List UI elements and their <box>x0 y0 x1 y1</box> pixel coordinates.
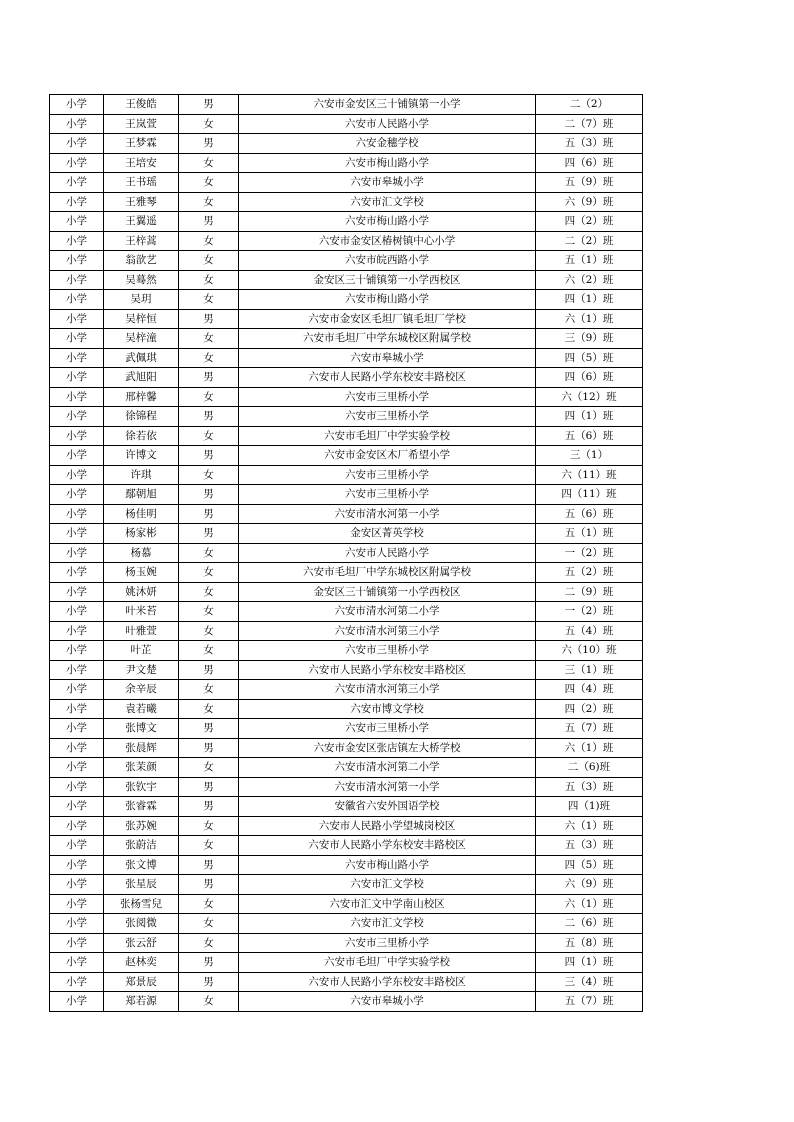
name-cell: 吴梓恒 <box>104 309 179 329</box>
table-row <box>50 914 643 934</box>
name-cell: 尹文楚 <box>104 660 179 680</box>
school-cell: 六安市汇文学校 <box>239 192 536 212</box>
table-row <box>50 933 643 953</box>
table-row <box>50 563 643 583</box>
gender-cell: 女 <box>179 758 239 778</box>
class-cell: 六（9）班 <box>536 192 643 212</box>
gender-cell: 女 <box>179 270 239 290</box>
school-cell: 六安市汇文学校 <box>239 875 536 895</box>
level-cell: 小学 <box>50 153 104 173</box>
gender-cell: 男 <box>179 446 239 466</box>
gender-cell: 女 <box>179 836 239 856</box>
class-cell: 四（1）班 <box>536 953 643 973</box>
school-cell: 六安市清水河第二小学 <box>239 602 536 622</box>
name-cell: 许博文 <box>104 446 179 466</box>
class-cell: 二（6）班 <box>536 914 643 934</box>
gender-cell: 女 <box>179 582 239 602</box>
name-cell: 袁若曦 <box>104 699 179 719</box>
school-cell: 六安市三里桥小学 <box>239 933 536 953</box>
gender-cell: 男 <box>179 407 239 427</box>
class-cell: 四（1）班 <box>536 290 643 310</box>
table-row <box>50 95 643 115</box>
school-cell: 六安市皖西路小学 <box>239 251 536 271</box>
level-cell: 小学 <box>50 290 104 310</box>
level-cell: 小学 <box>50 251 104 271</box>
gender-cell: 男 <box>179 212 239 232</box>
class-cell: 四（6）班 <box>536 153 643 173</box>
table-row <box>50 465 643 485</box>
level-cell: 小学 <box>50 368 104 388</box>
name-cell: 吴梓潼 <box>104 329 179 349</box>
class-cell: 五（3）班 <box>536 134 643 154</box>
level-cell: 小学 <box>50 933 104 953</box>
gender-cell: 男 <box>179 875 239 895</box>
school-cell: 六安市三里桥小学 <box>239 485 536 505</box>
level-cell: 小学 <box>50 621 104 641</box>
table-row <box>50 602 643 622</box>
school-cell: 六安市皋城小学 <box>239 992 536 1012</box>
class-cell: 二（6)班 <box>536 758 643 778</box>
class-cell: 六（2）班 <box>536 270 643 290</box>
name-cell: 王岚萱 <box>104 114 179 134</box>
school-cell: 六安市梅山路小学 <box>239 855 536 875</box>
gender-cell: 女 <box>179 914 239 934</box>
table-row <box>50 485 643 505</box>
table-row <box>50 855 643 875</box>
table-row <box>50 290 643 310</box>
class-cell: 六（10）班 <box>536 641 643 661</box>
class-cell: 一（2）班 <box>536 543 643 563</box>
table-row <box>50 231 643 251</box>
name-cell: 王书瑶 <box>104 173 179 193</box>
school-cell: 六安市人民路小学 <box>239 114 536 134</box>
level-cell: 小学 <box>50 816 104 836</box>
school-cell: 六安市人民路小学东校安丰路校区 <box>239 660 536 680</box>
table-row <box>50 660 643 680</box>
class-cell: 一（2）班 <box>536 602 643 622</box>
school-cell: 六安市汇文中学南山校区 <box>239 894 536 914</box>
table-row <box>50 251 643 271</box>
class-cell: 五（3）班 <box>536 836 643 856</box>
gender-cell: 男 <box>179 485 239 505</box>
name-cell: 张睿霖 <box>104 797 179 817</box>
class-cell: 六（11）班 <box>536 465 643 485</box>
table-row <box>50 153 643 173</box>
gender-cell: 女 <box>179 602 239 622</box>
school-cell: 六安市皋城小学 <box>239 173 536 193</box>
name-cell: 张阅微 <box>104 914 179 934</box>
level-cell: 小学 <box>50 446 104 466</box>
gender-cell: 女 <box>179 894 239 914</box>
school-cell: 六安市人民路小学东校安丰路校区 <box>239 368 536 388</box>
table-row <box>50 816 643 836</box>
school-cell: 六安市毛坦厂中学实验学校 <box>239 953 536 973</box>
school-cell: 六安市三里桥小学 <box>239 641 536 661</box>
school-cell: 六安市人民路小学 <box>239 543 536 563</box>
level-cell: 小学 <box>50 992 104 1012</box>
school-cell: 金安区三十铺镇第一小学西校区 <box>239 582 536 602</box>
gender-cell: 女 <box>179 290 239 310</box>
table-row <box>50 582 643 602</box>
gender-cell: 男 <box>179 524 239 544</box>
name-cell: 王雅琴 <box>104 192 179 212</box>
table-row <box>50 992 643 1012</box>
class-cell: 五（7）班 <box>536 719 643 739</box>
level-cell: 小学 <box>50 777 104 797</box>
name-cell: 邢梓馨 <box>104 387 179 407</box>
table-row <box>50 426 643 446</box>
name-cell: 许琪 <box>104 465 179 485</box>
name-cell: 杨佳明 <box>104 504 179 524</box>
class-cell: 五（1）班 <box>536 251 643 271</box>
gender-cell: 男 <box>179 504 239 524</box>
level-cell: 小学 <box>50 738 104 758</box>
gender-cell: 男 <box>179 719 239 739</box>
name-cell: 杨慕 <box>104 543 179 563</box>
class-cell: 六（1）班 <box>536 816 643 836</box>
class-cell: 五（1）班 <box>536 524 643 544</box>
name-cell: 张钦宇 <box>104 777 179 797</box>
class-cell: 四（4）班 <box>536 680 643 700</box>
class-cell: 五（6）班 <box>536 504 643 524</box>
class-cell: 四（6）班 <box>536 368 643 388</box>
level-cell: 小学 <box>50 407 104 427</box>
level-cell: 小学 <box>50 758 104 778</box>
level-cell: 小学 <box>50 524 104 544</box>
class-cell: 四（5）班 <box>536 855 643 875</box>
table-row <box>50 894 643 914</box>
table-row <box>50 543 643 563</box>
school-cell: 六安市三里桥小学 <box>239 465 536 485</box>
gender-cell: 男 <box>179 134 239 154</box>
name-cell: 徐若依 <box>104 426 179 446</box>
gender-cell: 男 <box>179 855 239 875</box>
name-cell: 王梓蒿 <box>104 231 179 251</box>
school-cell: 六安市汇文学校 <box>239 914 536 934</box>
level-cell: 小学 <box>50 582 104 602</box>
class-cell: 六（1）班 <box>536 894 643 914</box>
name-cell: 张苏婉 <box>104 816 179 836</box>
class-cell: 三（9）班 <box>536 329 643 349</box>
name-cell: 余辛辰 <box>104 680 179 700</box>
table-row <box>50 348 643 368</box>
level-cell: 小学 <box>50 309 104 329</box>
level-cell: 小学 <box>50 875 104 895</box>
gender-cell: 女 <box>179 348 239 368</box>
gender-cell: 女 <box>179 621 239 641</box>
class-cell: 五（9）班 <box>536 173 643 193</box>
class-cell: 三（1）班 <box>536 660 643 680</box>
level-cell: 小学 <box>50 641 104 661</box>
gender-cell: 女 <box>179 543 239 563</box>
class-cell: 五（3）班 <box>536 777 643 797</box>
table-row <box>50 407 643 427</box>
class-cell: 六（1）班 <box>536 309 643 329</box>
gender-cell: 女 <box>179 387 239 407</box>
level-cell: 小学 <box>50 270 104 290</box>
table-row <box>50 836 643 856</box>
gender-cell: 女 <box>179 426 239 446</box>
table-row <box>50 212 643 232</box>
school-cell: 六安市金安区张店镇左大桥学校 <box>239 738 536 758</box>
table-row <box>50 621 643 641</box>
class-cell: 二（2）班 <box>536 231 643 251</box>
level-cell: 小学 <box>50 972 104 992</box>
name-cell: 姚沐妍 <box>104 582 179 602</box>
gender-cell: 女 <box>179 192 239 212</box>
school-cell: 安徽省六安外国语学校 <box>239 797 536 817</box>
level-cell: 小学 <box>50 543 104 563</box>
level-cell: 小学 <box>50 894 104 914</box>
gender-cell: 女 <box>179 173 239 193</box>
name-cell: 王俊皓 <box>104 95 179 115</box>
school-cell: 六安市三里桥小学 <box>239 387 536 407</box>
table-row <box>50 719 643 739</box>
school-cell: 六安金穗学校 <box>239 134 536 154</box>
gender-cell: 女 <box>179 992 239 1012</box>
class-cell: 五（2）班 <box>536 563 643 583</box>
school-cell: 六安市毛坦厂中学实验学校 <box>239 426 536 446</box>
gender-cell: 女 <box>179 153 239 173</box>
school-cell: 六安市清水河第一小学 <box>239 777 536 797</box>
name-cell: 叶米苔 <box>104 602 179 622</box>
table-row <box>50 953 643 973</box>
name-cell: 杨玉婉 <box>104 563 179 583</box>
level-cell: 小学 <box>50 855 104 875</box>
table-row <box>50 972 643 992</box>
class-cell: 四（1）班 <box>536 407 643 427</box>
gender-cell: 女 <box>179 231 239 251</box>
level-cell: 小学 <box>50 95 104 115</box>
table-row <box>50 680 643 700</box>
level-cell: 小学 <box>50 134 104 154</box>
table-row <box>50 641 643 661</box>
table-row <box>50 504 643 524</box>
gender-cell: 女 <box>179 699 239 719</box>
gender-cell: 女 <box>179 114 239 134</box>
name-cell: 叶雅萱 <box>104 621 179 641</box>
name-cell: 武佩琪 <box>104 348 179 368</box>
class-cell: 四（2）班 <box>536 699 643 719</box>
school-cell: 六安市梅山路小学 <box>239 212 536 232</box>
table-row <box>50 758 643 778</box>
table-row <box>50 329 643 349</box>
class-cell: 五（6）班 <box>536 426 643 446</box>
school-cell: 六安市梅山路小学 <box>239 153 536 173</box>
gender-cell: 男 <box>179 777 239 797</box>
name-cell: 杨家彬 <box>104 524 179 544</box>
name-cell: 张星辰 <box>104 875 179 895</box>
gender-cell: 女 <box>179 641 239 661</box>
gender-cell: 女 <box>179 329 239 349</box>
table-row <box>50 114 643 134</box>
gender-cell: 女 <box>179 680 239 700</box>
gender-cell: 男 <box>179 797 239 817</box>
class-cell: 四（11）班 <box>536 485 643 505</box>
level-cell: 小学 <box>50 173 104 193</box>
gender-cell: 男 <box>179 309 239 329</box>
level-cell: 小学 <box>50 114 104 134</box>
level-cell: 小学 <box>50 329 104 349</box>
level-cell: 小学 <box>50 465 104 485</box>
gender-cell: 女 <box>179 563 239 583</box>
gender-cell: 男 <box>179 95 239 115</box>
name-cell: 王培安 <box>104 153 179 173</box>
school-cell: 六安市清水河第二小学 <box>239 758 536 778</box>
class-cell: 四（5）班 <box>536 348 643 368</box>
table-row <box>50 387 643 407</box>
name-cell: 张博文 <box>104 719 179 739</box>
table-row <box>50 192 643 212</box>
school-cell: 六安市清水河第一小学 <box>239 504 536 524</box>
school-cell: 六安市毛坦厂中学东城校区附属学校 <box>239 563 536 583</box>
level-cell: 小学 <box>50 192 104 212</box>
level-cell: 小学 <box>50 602 104 622</box>
name-cell: 鄢朝旭 <box>104 485 179 505</box>
gender-cell: 男 <box>179 368 239 388</box>
level-cell: 小学 <box>50 563 104 583</box>
school-cell: 六安市三里桥小学 <box>239 407 536 427</box>
school-cell: 六安市梅山路小学 <box>239 290 536 310</box>
table-row <box>50 797 643 817</box>
class-cell: 六（1）班 <box>536 738 643 758</box>
class-cell: 六（12）班 <box>536 387 643 407</box>
name-cell: 吴玥 <box>104 290 179 310</box>
gender-cell: 男 <box>179 953 239 973</box>
level-cell: 小学 <box>50 797 104 817</box>
name-cell: 赵林奕 <box>104 953 179 973</box>
school-cell: 金安区菁英学校 <box>239 524 536 544</box>
school-cell: 金安区三十铺镇第一小学西校区 <box>239 270 536 290</box>
level-cell: 小学 <box>50 699 104 719</box>
table-row <box>50 309 643 329</box>
name-cell: 张晨辉 <box>104 738 179 758</box>
level-cell: 小学 <box>50 348 104 368</box>
school-cell: 六安市毛坦厂中学东城校区附属学校 <box>239 329 536 349</box>
level-cell: 小学 <box>50 504 104 524</box>
table-row <box>50 134 643 154</box>
name-cell: 张文博 <box>104 855 179 875</box>
roster-body <box>50 95 643 1012</box>
gender-cell: 男 <box>179 738 239 758</box>
class-cell: 五（7）班 <box>536 992 643 1012</box>
name-cell: 张杨雪兒 <box>104 894 179 914</box>
student-roster-table <box>49 94 643 1012</box>
table-row <box>50 173 643 193</box>
table-row <box>50 368 643 388</box>
class-cell: 六（9）班 <box>536 875 643 895</box>
table-row <box>50 524 643 544</box>
level-cell: 小学 <box>50 231 104 251</box>
name-cell: 张云舒 <box>104 933 179 953</box>
school-cell: 六安市博文学校 <box>239 699 536 719</box>
school-cell: 六安市金安区木厂希望小学 <box>239 446 536 466</box>
level-cell: 小学 <box>50 212 104 232</box>
gender-cell: 女 <box>179 465 239 485</box>
school-cell: 六安市皋城小学 <box>239 348 536 368</box>
class-cell: 五（4）班 <box>536 621 643 641</box>
name-cell: 吴蓦然 <box>104 270 179 290</box>
level-cell: 小学 <box>50 660 104 680</box>
class-cell: 四（1)班 <box>536 797 643 817</box>
class-cell: 四（2）班 <box>536 212 643 232</box>
school-cell: 六安市三里桥小学 <box>239 719 536 739</box>
level-cell: 小学 <box>50 836 104 856</box>
gender-cell: 女 <box>179 251 239 271</box>
table-row <box>50 875 643 895</box>
level-cell: 小学 <box>50 680 104 700</box>
class-cell: 三（1） <box>536 446 643 466</box>
name-cell: 武旭阳 <box>104 368 179 388</box>
name-cell: 王翼遥 <box>104 212 179 232</box>
school-cell: 六安市清水河第三小学 <box>239 680 536 700</box>
table-row <box>50 446 643 466</box>
level-cell: 小学 <box>50 953 104 973</box>
name-cell: 郑若源 <box>104 992 179 1012</box>
level-cell: 小学 <box>50 387 104 407</box>
class-cell: 二（7）班 <box>536 114 643 134</box>
class-cell: 三（4）班 <box>536 972 643 992</box>
level-cell: 小学 <box>50 485 104 505</box>
name-cell: 王梦霖 <box>104 134 179 154</box>
level-cell: 小学 <box>50 719 104 739</box>
name-cell: 翁歆艺 <box>104 251 179 271</box>
table-row <box>50 699 643 719</box>
name-cell: 叶芷 <box>104 641 179 661</box>
gender-cell: 男 <box>179 660 239 680</box>
class-cell: 二（9）班 <box>536 582 643 602</box>
gender-cell: 女 <box>179 933 239 953</box>
table-row <box>50 777 643 797</box>
table-row <box>50 270 643 290</box>
name-cell: 郑景辰 <box>104 972 179 992</box>
school-cell: 六安市金安区毛坦厂镇毛坦厂学校 <box>239 309 536 329</box>
name-cell: 张茉颜 <box>104 758 179 778</box>
class-cell: 二（2） <box>536 95 643 115</box>
school-cell: 六安市清水河第三小学 <box>239 621 536 641</box>
table-row <box>50 738 643 758</box>
school-cell: 六安市人民路小学望城岗校区 <box>239 816 536 836</box>
gender-cell: 男 <box>179 972 239 992</box>
gender-cell: 女 <box>179 816 239 836</box>
class-cell: 五（8）班 <box>536 933 643 953</box>
level-cell: 小学 <box>50 914 104 934</box>
name-cell: 徐锦程 <box>104 407 179 427</box>
school-cell: 六安市金安区三十铺镇第一小学 <box>239 95 536 115</box>
level-cell: 小学 <box>50 426 104 446</box>
school-cell: 六安市人民路小学东校安丰路校区 <box>239 972 536 992</box>
school-cell: 六安市人民路小学东校安丰路校区 <box>239 836 536 856</box>
school-cell: 六安市金安区椿树镇中心小学 <box>239 231 536 251</box>
name-cell: 张蔚洁 <box>104 836 179 856</box>
